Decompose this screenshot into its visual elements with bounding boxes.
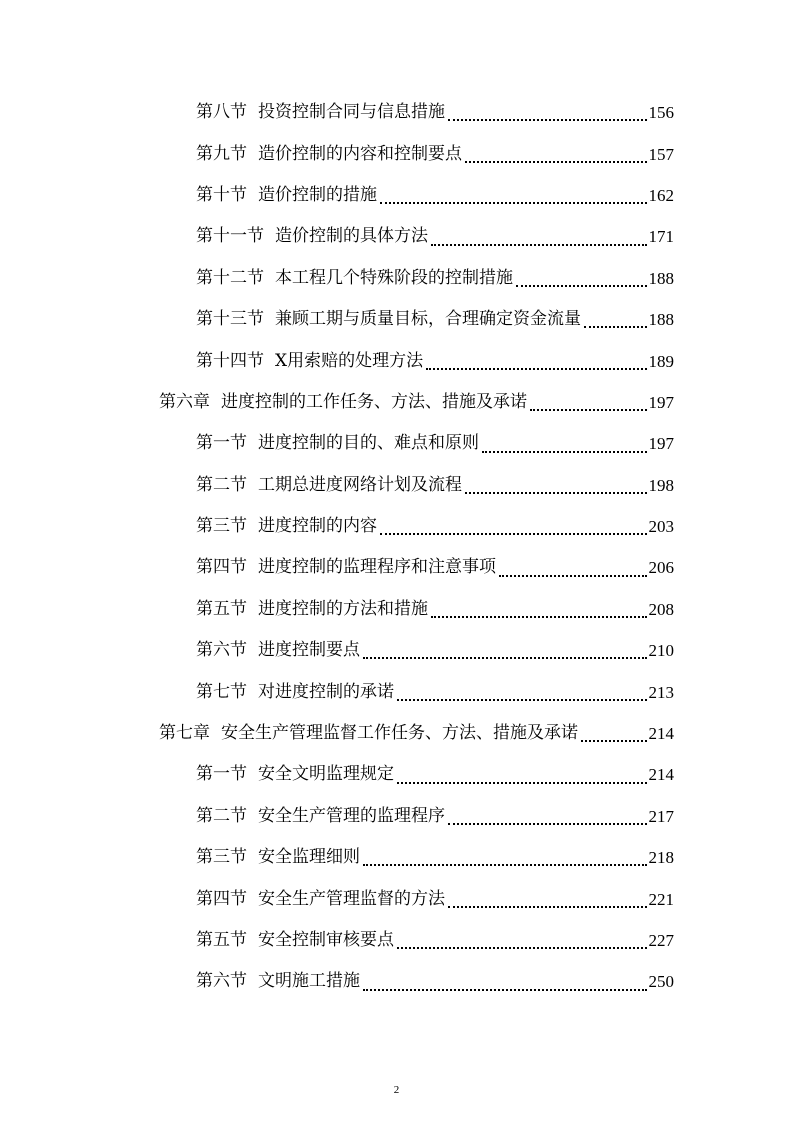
toc-section-entry[interactable] — [196, 754, 674, 795]
toc-entry-label: 第五节 — [196, 598, 247, 619]
toc-entry-title: 安全生产管理监督工作任务、方法、措施及承诺 — [221, 723, 578, 744]
toc-entry-page-number: 217 — [648, 806, 674, 826]
toc-entry-label: 第十二节 — [196, 267, 264, 288]
toc-section-entry[interactable] — [196, 133, 674, 174]
toc-entry-page-number: 189 — [648, 351, 674, 371]
dot-leader — [482, 450, 647, 453]
toc-section-entry[interactable] — [196, 216, 674, 257]
toc-entry-page-number: 227 — [648, 931, 674, 950]
toc-entry-label: 第三节 — [196, 847, 247, 868]
toc-section-entry[interactable] — [196, 961, 674, 1002]
toc-entry-title: 造价控制的具体方法 — [275, 226, 428, 247]
toc-entry-title: 安全监理细则 — [258, 847, 360, 868]
toc-entry-title: 造价控制的措施 — [258, 184, 377, 205]
toc-entry-page-number: 218 — [648, 848, 674, 868]
toc-section-entry[interactable] — [196, 299, 674, 340]
toc-entry-page-number: 198 — [648, 475, 674, 495]
toc-section-entry[interactable] — [196, 671, 674, 712]
toc-entry-title: X用索赔的处理方法 — [275, 350, 424, 371]
toc-entry-label: 第十节 — [196, 184, 247, 205]
dot-leader — [530, 408, 647, 411]
toc-entry-title: 兼顾工期与质量目标，合理确定资金流量 — [275, 309, 581, 330]
toc-entry-page-number: 203 — [648, 517, 674, 537]
toc-entry-label: 第八节 — [196, 102, 247, 123]
toc-entry-title: 安全文明监理规定 — [258, 764, 394, 785]
dot-leader — [363, 863, 647, 866]
toc-chapter-entry[interactable] — [159, 713, 674, 754]
toc-entry-title: 投资控制合同与信息措施 — [258, 102, 445, 123]
toc-entry-title: 进度控制的方法和措施 — [258, 598, 428, 619]
toc-entry-label: 第七节 — [196, 681, 247, 702]
dot-leader — [516, 284, 647, 287]
toc-section-entry[interactable] — [196, 920, 674, 961]
toc-entry-page-number: 214 — [648, 765, 674, 785]
toc-entry-label: 第一节 — [196, 433, 247, 454]
dot-leader — [431, 243, 647, 246]
dot-leader — [581, 739, 647, 742]
toc-entry-label: 第四节 — [196, 557, 247, 578]
toc-entry-page-number: 214 — [648, 724, 674, 744]
toc-section-entry[interactable] — [196, 630, 674, 671]
toc-entry-page-number: 210 — [648, 641, 674, 661]
toc-section-entry[interactable] — [196, 837, 674, 878]
toc-entry-title: 进度控制要点 — [258, 640, 360, 661]
toc-entry-title: 进度控制的目的、难点和原则 — [258, 433, 479, 454]
toc-entry-label: 第六章 — [159, 391, 210, 412]
dot-leader — [448, 822, 647, 825]
toc-section-entry[interactable] — [196, 258, 674, 299]
dot-leader — [380, 532, 647, 535]
toc-entry-page-number: 213 — [648, 682, 674, 702]
table-of-contents — [0, 92, 793, 1003]
dot-leader — [499, 574, 647, 577]
toc-entry-page-number: 162 — [648, 185, 674, 205]
toc-entry-page-number: 156 — [648, 103, 674, 123]
toc-chapter-entry[interactable] — [159, 382, 674, 423]
dot-leader — [397, 781, 647, 784]
toc-entry-title: 文明施工措施 — [258, 971, 360, 992]
dot-leader — [584, 325, 647, 328]
toc-section-entry[interactable] — [196, 92, 674, 133]
page-number: 2 — [393, 1084, 400, 1096]
toc-entry-label: 第六节 — [196, 971, 247, 992]
toc-section-entry[interactable] — [196, 340, 674, 381]
dot-leader — [465, 160, 647, 163]
toc-section-entry[interactable] — [196, 465, 674, 506]
toc-entry-title: 工期总进度网络计划及流程 — [258, 474, 462, 495]
toc-entry-title: 进度控制的监理程序和注意事项 — [258, 557, 496, 578]
toc-entry-label: 第十四节 — [196, 350, 264, 371]
toc-entry-page-number: 197 — [648, 434, 674, 454]
dot-leader — [397, 946, 647, 949]
toc-entry-title: 安全控制审核要点 — [258, 930, 394, 950]
dot-leader — [448, 118, 647, 121]
toc-section-entry[interactable] — [196, 423, 674, 464]
toc-entry-page-number: 171 — [648, 227, 674, 247]
dot-leader — [397, 698, 647, 701]
toc-entry-label: 第七章 — [159, 723, 210, 744]
dot-leader — [363, 656, 647, 659]
toc-entry-title: 进度控制的内容 — [258, 516, 377, 537]
toc-section-entry[interactable] — [196, 589, 674, 630]
toc-entry-label: 第五节 — [196, 930, 247, 950]
toc-entry-title: 安全生产管理的监理程序 — [258, 805, 445, 826]
toc-entry-label: 第十一节 — [196, 226, 264, 247]
toc-entry-title: 造价控制的内容和控制要点 — [258, 143, 462, 164]
toc-entry-label: 第一节 — [196, 764, 247, 785]
toc-entry-page-number: 221 — [648, 889, 674, 909]
toc-entry-label: 第三节 — [196, 516, 247, 537]
dot-leader — [363, 988, 647, 991]
toc-entry-title: 本工程几个特殊阶段的控制措施 — [275, 267, 513, 288]
toc-section-entry[interactable] — [196, 175, 674, 216]
dot-leader — [431, 615, 647, 618]
toc-entry-label: 第九节 — [196, 143, 247, 164]
toc-entry-label: 第四节 — [196, 888, 247, 909]
toc-entry-page-number: 197 — [648, 392, 674, 412]
toc-entry-page-number: 250 — [648, 972, 674, 992]
dot-leader — [380, 201, 647, 204]
toc-entry-page-number: 157 — [648, 144, 674, 164]
toc-entry-label: 第二节 — [196, 474, 247, 495]
toc-section-entry[interactable] — [196, 878, 674, 919]
toc-entry-page-number: 188 — [648, 310, 674, 330]
toc-entry-title: 安全生产管理监督的方法 — [258, 888, 445, 909]
toc-section-entry[interactable] — [196, 796, 674, 837]
toc-entry-page-number: 188 — [648, 268, 674, 288]
toc-entry-page-number: 206 — [648, 558, 674, 578]
toc-section-entry[interactable] — [196, 506, 674, 547]
toc-entry-title: 对进度控制的承诺 — [258, 681, 394, 702]
toc-entry-label: 第二节 — [196, 805, 247, 826]
toc-entry-page-number: 208 — [648, 599, 674, 619]
toc-entry-title: 进度控制的工作任务、方法、措施及承诺 — [221, 391, 527, 412]
toc-entry-label: 第十三节 — [196, 309, 264, 330]
toc-section-entry[interactable] — [196, 547, 674, 588]
toc-entry-label: 第六节 — [196, 640, 247, 661]
dot-leader — [426, 367, 646, 370]
dot-leader — [448, 905, 647, 908]
dot-leader — [465, 491, 647, 494]
